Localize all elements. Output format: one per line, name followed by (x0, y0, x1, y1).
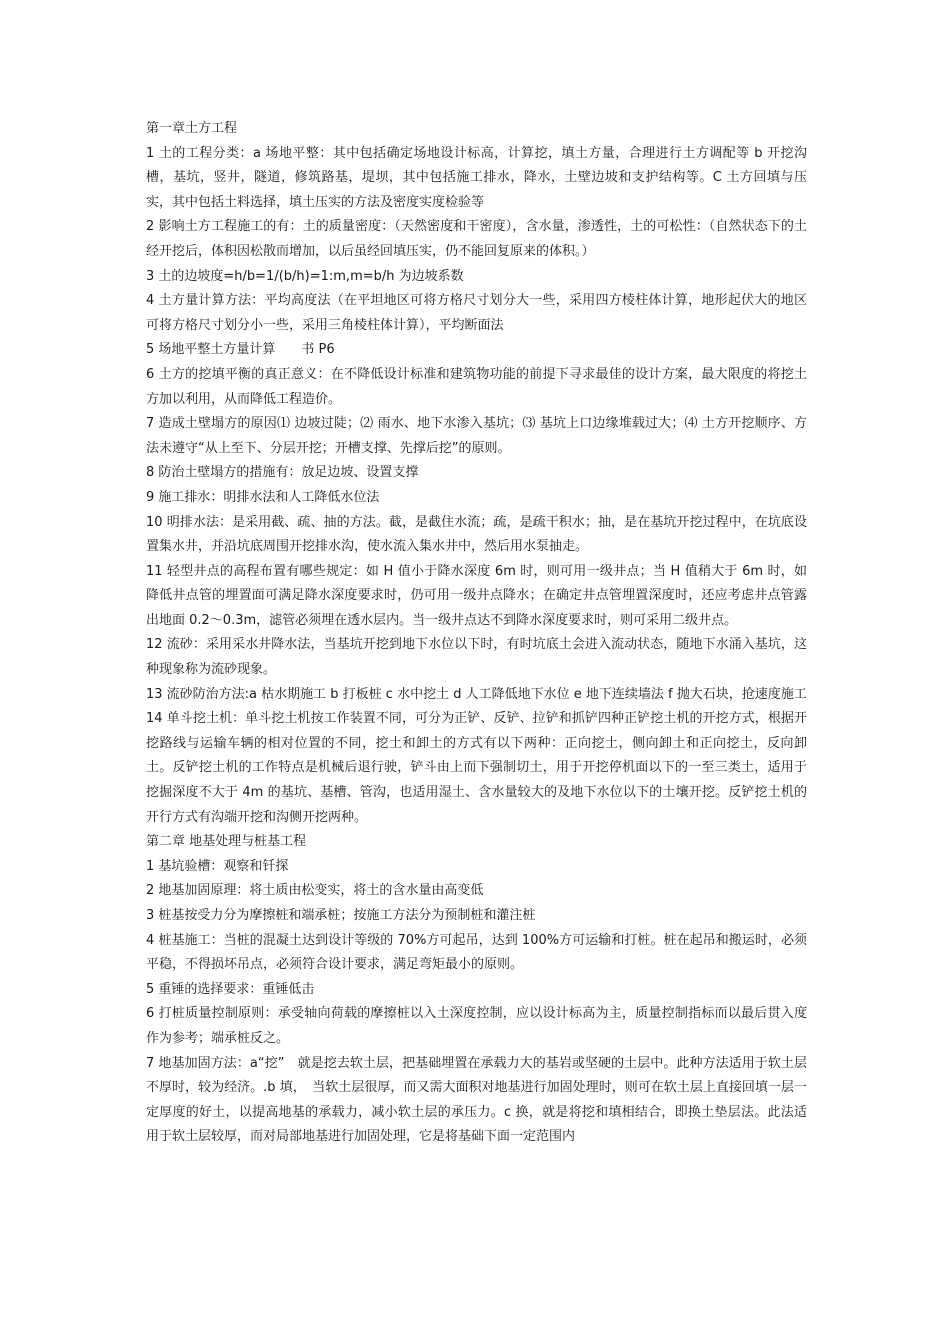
paragraph-1-6: 6 土方的挖填平衡的真正意义：在不降低设计标准和建筑物功能的前提下寻求最佳的设计方案，最大限度的将挖土方加以利用，从而降低工程造价。 (146, 366, 807, 407)
paragraph-2-4: 4 桩基施工：当桩的混凝土达到设计等级的 70%方可起吊，达到 100%方可运输和打桩。桩在起吊和搬运时，必须平稳，不得损坏吊点，必须符合设计要求，满足弯矩最小的原则。 (146, 932, 807, 973)
paragraph-1-8: 8 防治土壁塌方的措施有：放足边坡、设置支撑 (146, 465, 419, 481)
paragraph-1-7: 7 造成土壁塌方的原因⑴ 边坡过陡；⑵ 雨水、地下水渗入基坑；⑶ 基坑上口边缘堆载过大；⑷ 土方开挖顺序、方法未遵守“从上至下、分层开挖；开槽支撑、先撑后挖”的原则。 (146, 416, 807, 456)
paragraph-1-3: 3 土的边坡度=h/b=1/(b/h)=1:m,m=b/h 为边坡系数 (146, 268, 464, 284)
paragraph-1-5: 5 场地平整土方量计算 书 P6 (146, 342, 335, 358)
paragraph-1-4: 4 土方量计算方法：平均高度法（在平坦地区可将方格尺寸划分大一些，采用四方棱柱体计算，地形起伏大的地区可将方格尺寸划分小一些，采用三角棱柱体计算），平均断面法 (146, 293, 807, 333)
paragraph-1-12: 12 流砂：采用采水井降水法，当基坑开挖到地下水位以下时，有时坑底土会进入流动状态，随地下水涌入基坑，这种现象称为流砂现象。 (146, 637, 807, 678)
paragraph-1-10: 10 明排水法：是采用截、疏、抽的方法。截，是截住水流；疏，是疏干积水；抽，是在基坑开挖过程中，在坑底设置集水井，并沿坑底周围开挖排水沟，使水流入集水井中，然后用水泵抽走。 (146, 514, 807, 555)
paragraph-1-11: 11 轻型井点的高程布置有哪些规定：如 H 值小于降水深度 6m 时，则可用一级井点；当 H 值稍大于 6m 时，如降低井点管的埋置面可满足降水深度要求时，仍可用一级井点降水；在确定井点管埋置深度时，还应考虑井点管露出地面 0.2～0.3m，滤管必须埋在透水层内。当一级井点达不到降水深度要求时，则可采用二级井点。 (146, 563, 807, 628)
paragraph-1-13: 13 流砂防治方法:a 枯水期施工 b 打板桩 c 水中挖土 d 人工降低地下水位 e 地下连续墙法 f 抛大石块，抢速度施工 (146, 686, 807, 702)
paragraph-2-5: 5 重锤的选择要求：重锤低击 (146, 981, 315, 997)
paragraph-1-2: 2 影响土方工程施工的有：土的质量密度：（天然密度和干密度），含水量，渗透性，土的可松性：（自然状态下的土经开挖后，体积因松散而增加，以后虽经回填压实，仍不能回复原来的体积。） (146, 219, 807, 259)
paragraph-2-1: 1 基坑验槽：观察和钎探 (146, 858, 289, 874)
paragraph-1-9: 9 施工排水：明排水法和人工降低水位法 (146, 489, 380, 505)
paragraph-2-2: 2 地基加固原理：将土质由松变实，将土的含水量由高变低 (146, 883, 484, 899)
paragraph-1-1: 1 土的工程分类：a 场地平整：其中包括确定场地设计标高，计算挖，填土方量，合理进行土方调配等 b 开挖沟槽，基坑，竖井，隧道，修筑路基，堤坝，其中包括施工排水，降水，土壁边坡和支护结构等。C 土方回填与压实，其中包括土料选择，填土压实的方法及密度实度检验等 (146, 145, 807, 210)
chapter-1-title: 第一章土方工程 (146, 121, 238, 136)
paragraph-2-3: 3 桩基按受力分为摩擦桩和端承桩；按施工方法分为预制桩和灌注桩 (146, 908, 536, 923)
chapter-2-title: 第二章 地基处理与桩基工程 (146, 834, 307, 850)
paragraph-1-14: 14 单斗挖土机：单斗挖土机按工作装置不同，可分为正铲、反铲、拉铲和抓铲四种正铲挖土机的开挖方式，根据开挖路线与运输车辆的相对位置的不同，挖土和卸土的方式有以下两种：正向挖土，侧向卸土和正向挖土，反向卸土。反铲挖土机的工作特点是机械后退行驶，铲斗由上而下强制切土，用于开挖停机面以下的一至三类土，适用于挖掘深度不大于 4m 的基坑、基槽、管沟，也适用湿土、含水量较大的及地下水位以下的土壤开挖。反铲挖土机的开行方式有沟端开挖和沟侧开挖两种。 (146, 711, 807, 825)
paragraph-2-6: 6 打桩质量控制原则：承受轴向荷载的摩擦桩以入土深度控制，应以设计标高为主，质量控制指标而以最后贯入度作为参考；端承桩反之。 (146, 1006, 807, 1046)
paragraph-2-7: 7 地基加固方法：a“挖” 就是挖去软土层，把基础埋置在承载力大的基岩或坚硬的土层中。此种方法适用于软土层不厚时，较为经济。.b 填， 当软土层很厚，而又需大面积对地基进行加固处理时，则可在软土层上直接回填一层一定厚度的好土，以提高地基的承载力，减小软土层的承压力。c 换，就是将挖和填相结合，即换土垫层法。此法适用于软土层较厚，而对局部地基进行加固处理，它是将基础下面一定范围内 (146, 1055, 807, 1145)
document-page (146, 117, 807, 1150)
